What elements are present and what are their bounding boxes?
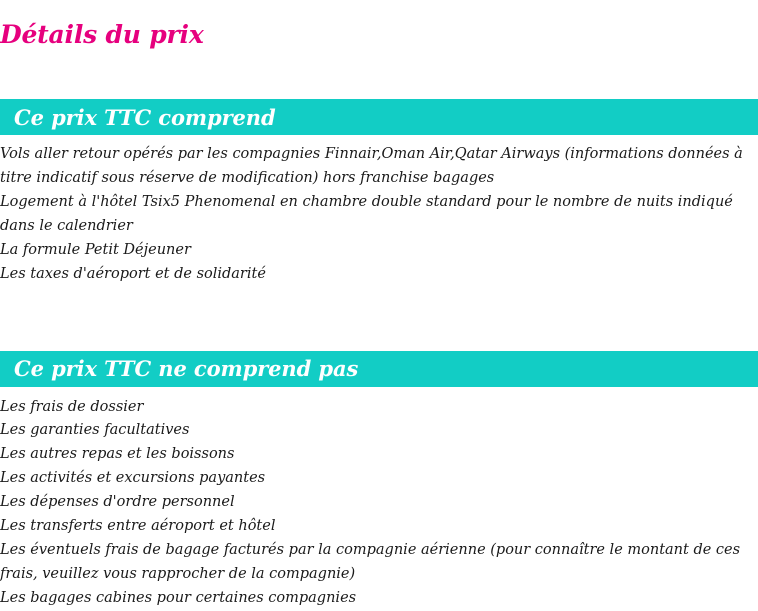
included-item-list xyxy=(0,135,758,287)
section-not-included-heading: Ce prix TTC ne comprend pas xyxy=(14,356,359,382)
list-item: Les frais de dossier xyxy=(0,398,144,415)
list-item: Les garanties facultatives xyxy=(0,422,190,439)
list-item: La formule Petit Déjeuner xyxy=(0,241,191,258)
section-included-header xyxy=(0,99,758,135)
list-item: Vols aller retour opérés par les compagnies Finnair,Oman Air,Qatar Airways (informations données à titre indicatif sous réserve de modification) hors franchise bagages xyxy=(0,146,743,186)
list-item: Les transferts entre aéroport et hôtel xyxy=(0,518,276,535)
section-not-included xyxy=(0,351,758,611)
list-item: Les autres repas et les boissons xyxy=(0,446,235,463)
section-included xyxy=(0,99,758,287)
list-item: Logement à l'hôtel Tsix5 Phenomenal en chambre double standard pour le nombre de nuits indiqué dans le calendrier xyxy=(0,193,733,234)
section-not-included-header xyxy=(0,351,758,387)
list-item: Les dépenses d'ordre personnel xyxy=(0,494,235,511)
list-item: Les éventuels frais de bagage facturés par la compagnie aérienne (pour connaître le montant de ces frais, veuillez vous rapprocher de la compagnie) xyxy=(0,542,741,582)
not-included-item-list xyxy=(0,387,758,611)
list-item: Les bagages cabines pour certaines compagnies xyxy=(0,589,357,606)
list-item: Les activités et excursions payantes xyxy=(0,470,266,487)
list-item: Les taxes d'aéroport et de solidarité xyxy=(0,265,266,282)
section-included-heading: Ce prix TTC comprend xyxy=(14,104,276,130)
page-title: Détails du prix xyxy=(0,20,204,49)
